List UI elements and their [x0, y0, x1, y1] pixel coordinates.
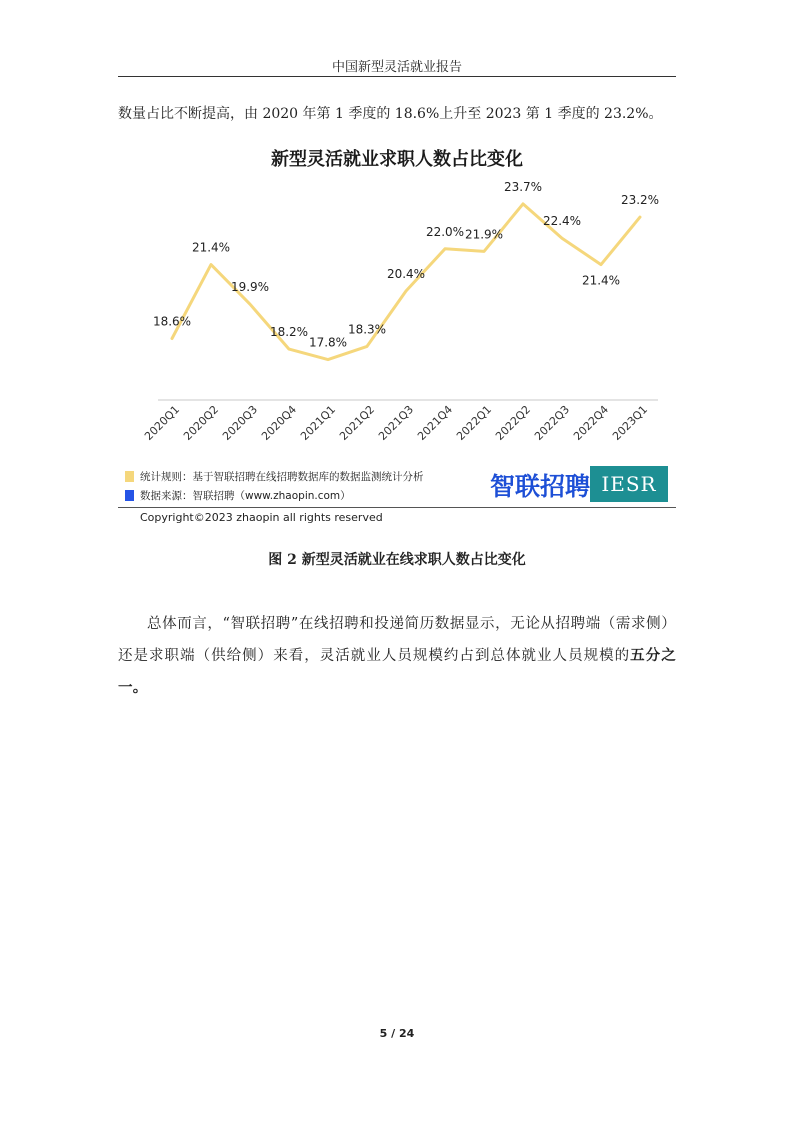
data-point	[171, 337, 173, 339]
data-point	[405, 290, 407, 292]
x-tick-label: 2021Q2	[337, 402, 378, 443]
chart-bottom-divider	[118, 507, 676, 508]
x-tick-label: 2020Q2	[181, 402, 222, 443]
legend-label: 数据来源：智联招聘（www.zhaopin.com）	[140, 490, 351, 502]
x-tick-label: 2021Q1	[298, 402, 339, 443]
page-header-title: 中国新型灵活就业报告	[331, 60, 462, 75]
data-label: 23.2%	[620, 193, 660, 208]
intro-text: 数量占比不断提高，由 2020 年第 1 季度的 18.6%上升至 2023 第 1 季度的 23.2%。	[118, 106, 663, 122]
body-paragraph	[118, 608, 676, 704]
data-point	[366, 345, 368, 347]
x-tick-label: 2021Q4	[415, 402, 456, 443]
body-paragraph-bold: 五分之一。	[118, 647, 676, 696]
x-tick-label: 2022Q3	[532, 402, 573, 443]
data-label: 18.2%	[269, 325, 309, 340]
figure-caption: 图 2 新型灵活就业在线求职人数占比变化	[268, 552, 526, 568]
line-chart	[118, 138, 676, 463]
data-label: 22.0%	[425, 224, 465, 239]
body-paragraph-text: 总体而言，“智联招聘”在线招聘和投递简历数据显示，无论从招聘端（需求侧）还是求职端（供给侧）来看，灵活就业人员规模约占到总体就业人员规模的	[118, 616, 676, 664]
data-label: 21.9%	[464, 227, 504, 242]
data-label: 21.4%	[191, 240, 231, 255]
data-label: 21.4%	[581, 273, 621, 288]
data-point	[522, 203, 524, 205]
x-tick-label: 2022Q2	[493, 402, 534, 443]
iesr-logo	[590, 466, 668, 502]
data-point	[210, 263, 212, 265]
data-label: 23.7%	[503, 179, 543, 194]
data-point	[288, 348, 290, 350]
x-tick-label: 2021Q3	[376, 402, 417, 443]
data-label: 17.8%	[308, 335, 348, 350]
legend-swatch-blue	[125, 490, 134, 501]
copyright-text: Copyright©2023 zhaopin all rights reserved	[140, 511, 383, 524]
x-tick-label: 2022Q4	[571, 402, 612, 443]
data-point	[249, 303, 251, 305]
legend-swatch-yellow	[125, 471, 134, 482]
data-point	[639, 216, 641, 218]
data-point	[444, 248, 446, 250]
data-point	[327, 358, 329, 360]
zhaopin-logo: 智联招聘	[490, 472, 591, 501]
data-label: 22.4%	[542, 214, 582, 229]
legend-item-rule	[125, 469, 424, 484]
iesr-logo-text: IESR	[601, 472, 657, 496]
data-label: 19.9%	[230, 280, 270, 295]
legend-label: 统计规则：基于智联招聘在线招聘数据库的数据监测统计分析	[140, 471, 424, 483]
page-number: 5 / 24	[379, 1027, 415, 1040]
x-tick-label: 2020Q1	[142, 402, 183, 443]
data-point	[561, 237, 563, 239]
x-tick-label: 2022Q1	[454, 402, 495, 443]
data-label: 18.6%	[152, 314, 192, 329]
x-tick-label: 2023Q1	[610, 402, 651, 443]
data-label: 20.4%	[386, 267, 426, 281]
data-label: 18.3%	[347, 322, 387, 337]
data-point	[600, 263, 602, 265]
chart-title: 新型灵活就业求职人数占比变化	[271, 149, 523, 170]
data-point	[483, 250, 485, 252]
x-tick-label: 2020Q4	[259, 402, 300, 443]
header-divider	[118, 76, 676, 77]
x-tick-label: 2020Q3	[220, 402, 261, 443]
legend-item-source	[125, 488, 351, 503]
